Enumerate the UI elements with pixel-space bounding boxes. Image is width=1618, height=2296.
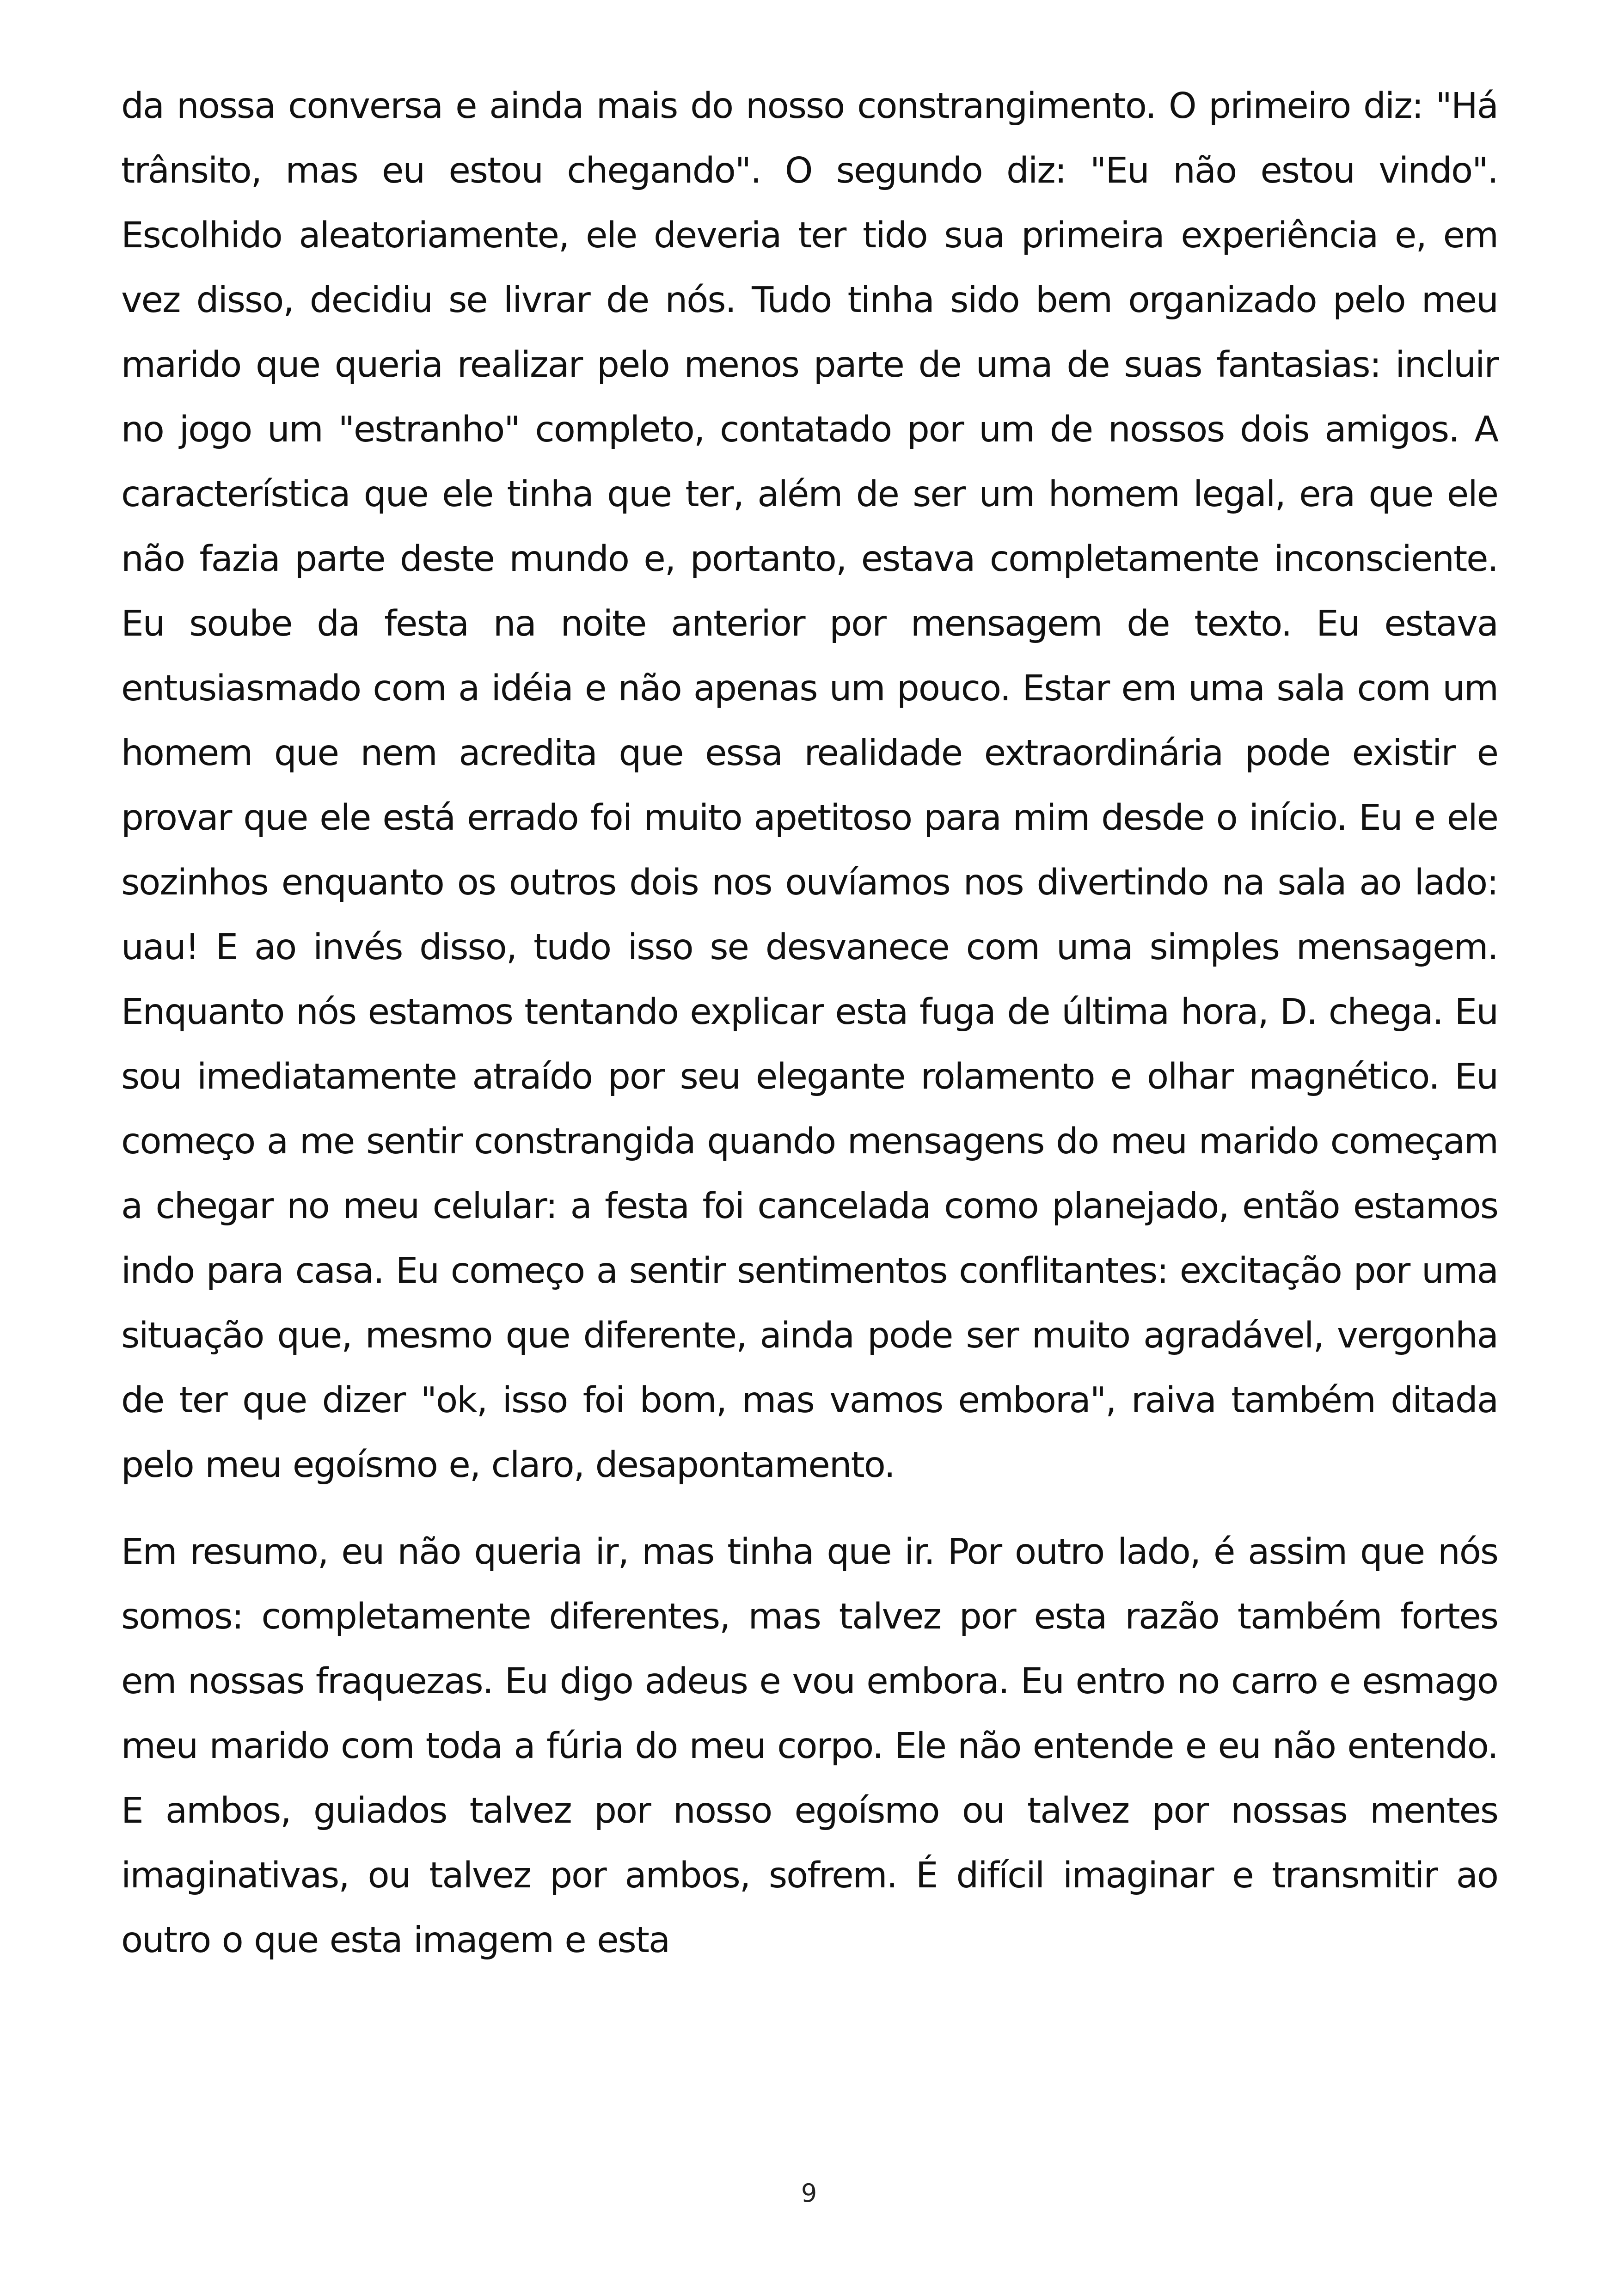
body-text bbox=[121, 74, 1498, 1973]
paragraph-2: Em resumo, eu não queria ir, mas tinha que ir. Por outro lado, é assim que nós somos: completamente diferentes, mas talvez por esta razão também fortes em nossas fraquezas. Eu digo adeus e vou embora. Eu entro no carro e esmago meu marido com toda a fúria do meu corpo. Ele não entende e eu não entendo. E ambos, guiados talvez por nosso egoísmo ou talvez por nossas mentes imaginativas, ou talvez por ambos, sofrem. É difícil imaginar e transmitir ao outro o que esta imagem e esta bbox=[121, 1531, 1498, 1961]
paragraph-1: da nossa conversa e ainda mais do nosso constrangimento. O primeiro diz: "Há trânsito, mas eu estou chegando". O segundo diz: "Eu não estou vindo". Escolhido aleatoriamente, ele deveria ter tido sua primeira experiência e, em vez disso, decidiu se livrar de nós. Tudo tinha sido bem organizado pelo meu marido que queria realizar pelo menos parte de uma de suas fantasias: incluir no jogo um "estranho" completo, contatado por um de nossos dois amigos. A característica que ele tinha que ter, além de ser um homem legal, era que ele não fazia parte deste mundo e, portanto, estava completamente inconsciente. Eu soube da festa na noite anterior por mensagem de texto. Eu estava entusiasmado com a idéia e não apenas um pouco. Estar em uma sala com um homem que nem acredita que essa realidade extraordinária pode existir e provar que ele está errado foi muito apetitoso para mim desde o início. Eu e ele sozinhos enquanto os outros dois nos ouvíamos nos divertindo na sala ao lado: uau! E ao invés disso, tudo isso se desvanece com uma simples mensagem. Enquanto nós estamos tentando explicar esta fuga de última hora, D. chega. Eu sou imediatamente atraído por seu elegante rolamento e olhar magnético. Eu começo a me sentir constrangida quando mensagens do meu marido começam a chegar no meu celular: a festa foi cancelada como planejado, então estamos indo para casa. Eu começo a sentir sentimentos conflitantes: excitação por uma situação que, mesmo que diferente, ainda pode ser muito agradável, vergonha de ter que dizer "ok, isso foi bom, mas vamos embora", raiva também ditada pelo meu egoísmo e, claro, desapontamento. bbox=[121, 86, 1498, 1486]
page-number: 9 bbox=[801, 2179, 817, 2208]
